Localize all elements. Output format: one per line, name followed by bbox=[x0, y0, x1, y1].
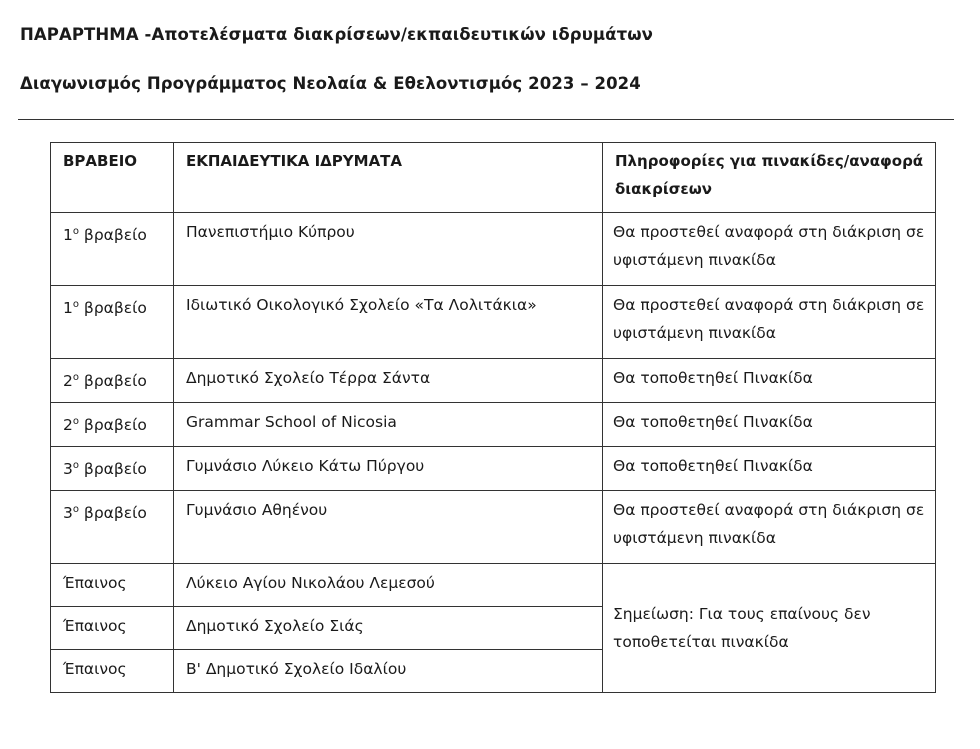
info-cell: Θα τοποθετηθεί Πινακίδα bbox=[603, 359, 936, 403]
table-row bbox=[51, 213, 936, 286]
table-row bbox=[51, 359, 936, 403]
honorable-note-cell: Σημείωση: Για τους επαίνους δεν τοποθετείται πινακίδα bbox=[603, 564, 936, 693]
institution-cell: Δημοτικό Σχολείο Τέρρα Σάντα bbox=[174, 359, 603, 403]
header-institutions: ΕΚΠΑΙΔΕΥΤΙΚΑ ΙΔΡΥΜΑΤΑ bbox=[174, 143, 603, 213]
table-row bbox=[51, 447, 936, 491]
info-cell: Θα τοποθετηθεί Πινακίδα bbox=[603, 447, 936, 491]
award-cell: Έπαινος bbox=[51, 650, 174, 693]
award-cell: $1^o$ βραβείο bbox=[51, 213, 174, 286]
table-row bbox=[51, 564, 936, 607]
document-title: ΠΑΡΑΡΤΗΜΑ -Αποτελέσματα διακρίσεων/εκπαιδευτικών ιδρυμάτων bbox=[20, 25, 654, 44]
institution-cell: Γυμνάσιο Αθηένου bbox=[174, 491, 603, 564]
award-cell: $3^o$ βραβείο bbox=[51, 491, 174, 564]
institution-cell: Δημοτικό Σχολείο Σιάς bbox=[174, 607, 603, 650]
header-award: ΒΡΑΒΕΙΟ bbox=[51, 143, 174, 213]
institution-cell: Πανεπιστήμιο Κύπρου bbox=[174, 213, 603, 286]
award-cell: $2^o$ βραβείο bbox=[51, 359, 174, 403]
info-cell: Θα προστεθεί αναφορά στη διάκριση σε υφιστάμενη πινακίδα bbox=[603, 213, 936, 286]
info-cell: Θα τοποθετηθεί Πινακίδα bbox=[603, 403, 936, 447]
institution-cell: Λύκειο Αγίου Νικολάου Λεμεσού bbox=[174, 564, 603, 607]
table-row bbox=[51, 491, 936, 564]
institution-cell: Γυμνάσιο Λύκειο Κάτω Πύργου bbox=[174, 447, 603, 491]
award-cell: $2^o$ βραβείο bbox=[51, 403, 174, 447]
award-cell: $3^o$ βραβείο bbox=[51, 447, 174, 491]
table-header-row bbox=[51, 143, 936, 213]
institution-cell: Ιδιωτικό Οικολογικό Σχολείο «Τα Λολιτάκια» bbox=[174, 286, 603, 359]
table-row bbox=[51, 403, 936, 447]
header-info: Πληροφορίες για πινακίδες/αναφορά διακρίσεων bbox=[603, 143, 936, 213]
award-cell: Έπαινος bbox=[51, 564, 174, 607]
award-cell: Έπαινος bbox=[51, 607, 174, 650]
results-table bbox=[50, 142, 936, 693]
document-subtitle: Διαγωνισμός Προγράμματος Νεολαία & Εθελοντισμός 2023 – 2024 bbox=[20, 74, 641, 93]
horizontal-divider bbox=[18, 119, 954, 120]
institution-cell: Grammar School of Nicosia bbox=[174, 403, 603, 447]
info-cell: Θα προστεθεί αναφορά στη διάκριση σε υφιστάμενη πινακίδα bbox=[603, 491, 936, 564]
award-cell: $1^o$ βραβείο bbox=[51, 286, 174, 359]
table-row bbox=[51, 286, 936, 359]
institution-cell: Β' Δημοτικό Σχολείο Ιδαλίου bbox=[174, 650, 603, 693]
info-cell: Θα προστεθεί αναφορά στη διάκριση σε υφιστάμενη πινακίδα bbox=[603, 286, 936, 359]
